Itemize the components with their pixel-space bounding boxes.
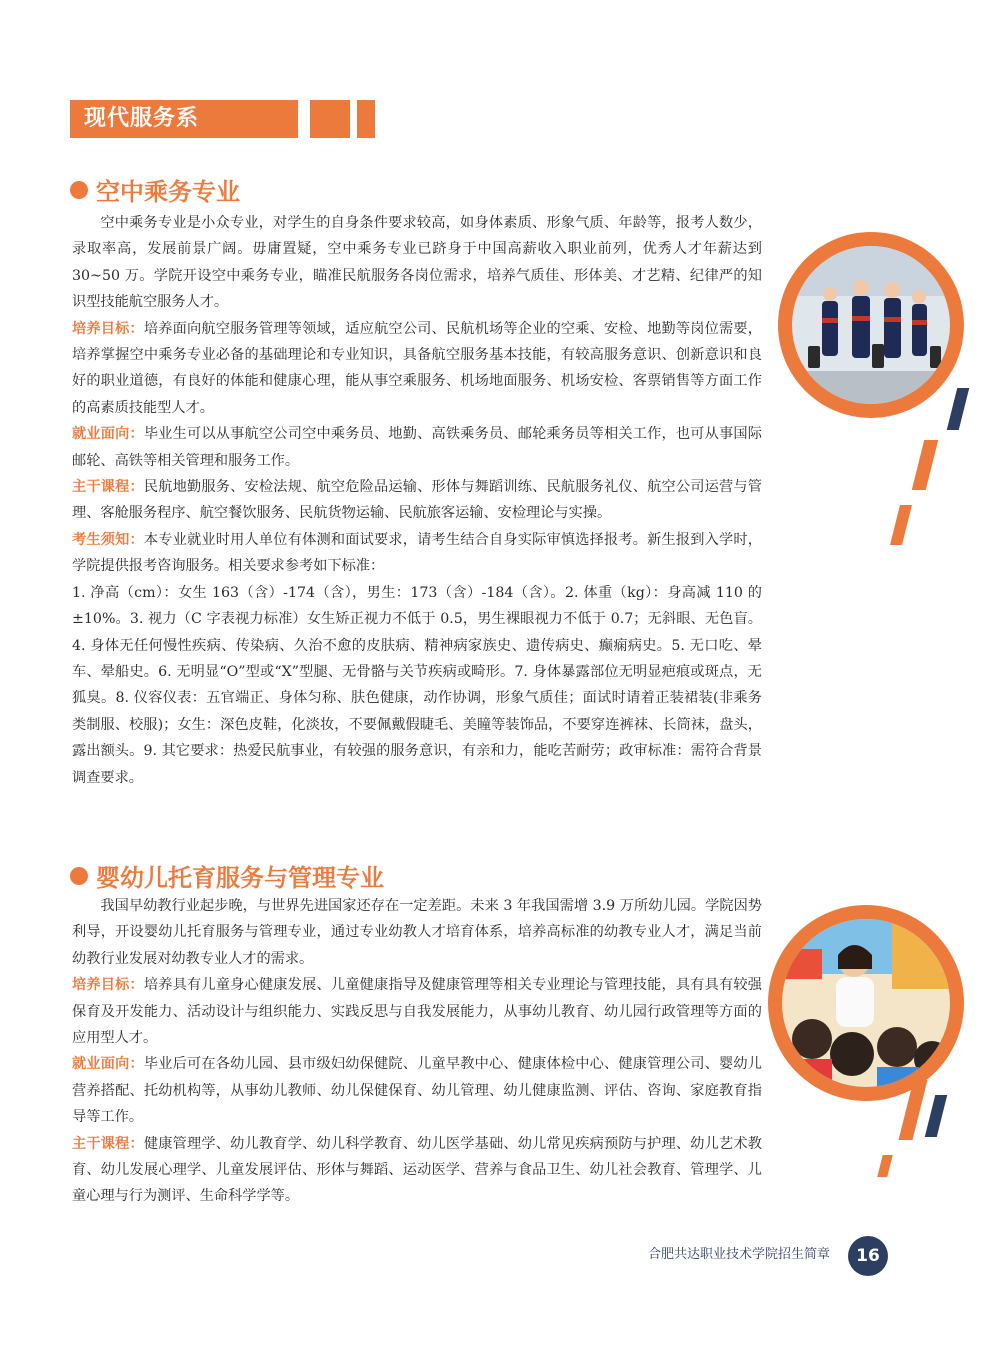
notice-label: 考生须知：: [72, 531, 144, 548]
section1-courses: [72, 474, 762, 527]
header-decor-block: [310, 100, 350, 138]
section2-heading: [70, 858, 384, 893]
decor-stripe: [912, 440, 938, 490]
section2-goal: [72, 972, 762, 1051]
career-label: 就业面向：: [72, 426, 144, 443]
section1-intro: 空中乘务专业是小众专业，对学生的自身条件要求较高，如身体素质、形象气质、年龄等，报考人数少，录取率高，发展前景广阔。毋庸置疑，空中乘务专业已跻身于中国高薪收入职业前列，优秀人才年薪达到 30~50 万。学院开设空中乘务专业，瞄准民航服务各岗位需求，培养气质佳、形体美、才艺精、纪律严的知识型技能航空服务人才。: [72, 215, 762, 311]
decor-stripe: [890, 505, 912, 545]
section2-courses: [72, 1131, 762, 1210]
decor-stripe: [877, 1155, 892, 1177]
goal-label: 培养目标：: [72, 320, 144, 337]
bullet-dot-icon: [70, 867, 88, 885]
decor-stripe: [947, 388, 969, 430]
section1-standards: 1. 净高（cm）：女生 163（含）-174（含），男生：173（含）-184（含）。2. 体重（kg）：身高减 110 的±10%。3. 视力（C 字表视力标准）女生矫正视力不低于 0.5，男生裸眼视力不低于 0.7；无斜眼、无色盲。4. 身体无任何慢性疾病、传染病、久治不愈的皮肤病、精神病家族史、遗传病史、癫痫病史。5. 无口吃、晕车、晕船史。6. 无明显“O”型或“X”型腿、无骨骼与关节疾病或畸形。7. 身体暴露部位无明显疤痕或斑点，无狐臭。8. 仪容仪表：五官端正、身体匀称、肤色健康，动作协调，形象气质佳；面试时请着正装裙装(非乘务类制服、校服)；女生：深色皮鞋，化淡妆，不要佩戴假睫毛、美瞳等装饰品，不要穿连裤袜、长筒袜，盘头，露出额头。9. 其它要求：热爱民航事业，有较强的服务意识，有亲和力，能吃苦耐劳；政审标准：需符合背景调查要求。: [72, 584, 762, 786]
teacher-with-children-photo: [782, 919, 950, 1087]
flight-attendants-photo: [792, 246, 950, 404]
goal-label: 培养目标：: [72, 977, 144, 994]
section2-body: [72, 893, 762, 1210]
section2-intro: 我国早幼教行业起步晚，与世界先进国家还存在一定差距。未来 3 年我国需增 3.9 万所幼儿园。学院因势利导，开设婴幼儿托育服务与管理专业，通过专业幼教人才培育体系，培养高标准的幼教专业人才，满足当前幼教行业发展对幼教专业人才的需求。: [72, 898, 762, 967]
section1-goal: [72, 316, 762, 422]
courses-text: 健康管理学、幼儿教育学、幼儿科学教育、幼儿医学基础、幼儿常见疾病预防与护理、幼儿艺术教育、幼儿发展心理学、儿童发展评估、形体与舞蹈、运动医学、营养与食品卫生、幼儿社会教育、管理学、儿童心理与行为测评、生命科学学等。: [72, 1135, 762, 1205]
section1-title: 空中乘务专业: [96, 178, 240, 206]
notice-text: 本专业就业时用人单位有体测和面试要求，请考生结合自身实际审慎选择报考。新生报到入学时，学院提供报考咨询服务。相关要求参考如下标准：: [72, 531, 762, 575]
courses-label: 主干课程：: [72, 1135, 144, 1152]
section1-body: [72, 210, 762, 791]
page-number: 16: [848, 1236, 888, 1276]
section1-notice: [72, 527, 762, 580]
flight-attendants-illustration: [792, 246, 950, 404]
page-title: 现代服务系: [84, 106, 200, 131]
decor-stripe: [925, 1095, 947, 1137]
goal-text: 培养具有儿童身心健康发展、儿童健康指导及健康管理等相关专业理论与管理技能，具有具有较强保育及开发能力、活动设计与组织能力、实践反思与自我发展能力，从事幼儿教育、幼儿园行政管理等方面的应用型人才。: [72, 977, 762, 1047]
career-text: 毕业后可在各幼儿园、县市级妇幼保健院、儿童早教中心、健康体检中心、健康管理公司、婴幼儿营养搭配、托幼机构等，从事幼儿教师、幼儿保健保育、幼儿管理、幼儿健康监测、评估、咨询、家庭教育指导等工作。: [72, 1056, 762, 1126]
section1-heading: [70, 172, 240, 207]
bullet-dot-icon: [70, 181, 88, 199]
section1-career: [72, 421, 762, 474]
career-text: 毕业生可以从事航空公司空中乘务员、地勤、高铁乘务员、邮轮乘务员等相关工作，也可从事国际邮轮、高铁等相关管理和服务工作。: [72, 426, 762, 469]
courses-label: 主干课程：: [72, 479, 144, 496]
career-label: 就业面向：: [72, 1056, 144, 1073]
header-decor-thin: [357, 100, 375, 138]
footer-school-name: 合肥共达职业技术学院招生简章: [648, 1247, 831, 1262]
goal-text: 培养面向航空服务管理等领域，适应航空公司、民航机场等企业的空乘、安检、地勤等岗位需要，培养掌握空中乘务专业必备的基础理论和专业知识，具备航空服务基本技能，有较高服务意识、创新意识和良好的职业道德，有良好的体能和健康心理，能从事空乘服务、机场地面服务、机场安检、客票销售等方面工作的高素质技能型人才。: [72, 320, 762, 416]
section2-title: 婴幼儿托育服务与管理专业: [96, 864, 384, 892]
section2-career: [72, 1051, 762, 1130]
classroom-illustration: [782, 919, 950, 1087]
courses-text: 民航地勤服务、安检法规、航空危险品运输、形体与舞蹈训练、民航服务礼仪、航空公司运营与管理、客舱服务程序、航空餐饮服务、民航货物运输、民航旅客运输、安检理论与实操。: [72, 479, 762, 522]
